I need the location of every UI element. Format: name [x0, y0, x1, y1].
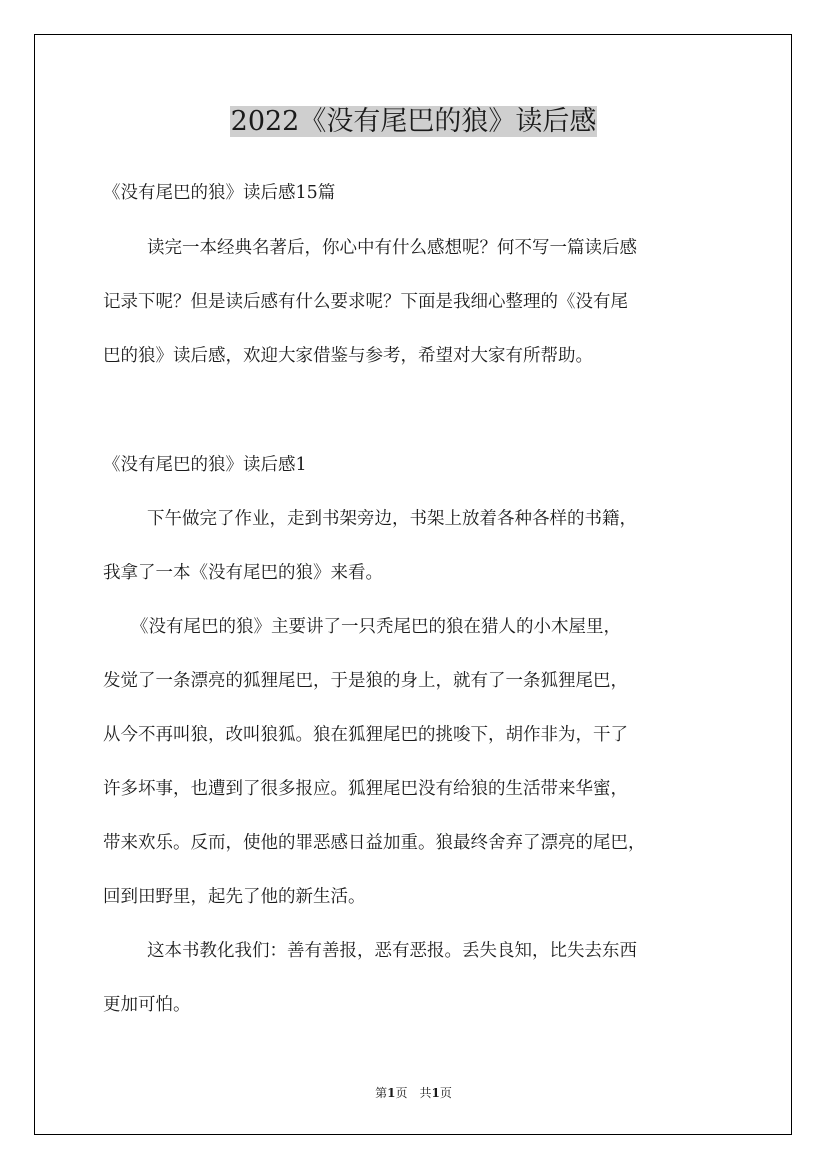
paragraph2-line-6: 回到田野里，起先了他的新生活。 — [103, 887, 366, 907]
total-suffix: 页 — [439, 1086, 452, 1100]
total-pages: 1 — [431, 1086, 440, 1100]
page-suffix: 页 — [395, 1086, 408, 1100]
page-number: 1 — [387, 1086, 396, 1100]
page-prefix: 第 — [375, 1086, 388, 1100]
intro-line-2: 记录下呢？但是读后感有什么要求呢？下面是我细心整理的《没有尾 — [103, 292, 628, 312]
intro-line-1: 读完一本经典名著后，你心中有什么感想呢？何不写一篇读后感 — [147, 238, 637, 258]
total-prefix: 共 — [419, 1086, 432, 1100]
paragraph1-line-2: 我拿了一本《没有尾巴的狼》来看。 — [103, 563, 383, 583]
paragraph2-line-5: 带来欢乐。反而，使他的罪恶感日益加重。狼最终舍弃了漂亮的尾巴， — [103, 833, 646, 853]
paragraph2-line-3: 从今不再叫狼，改叫狼狐。狼在狐狸尾巴的挑唆下，胡作非为，干了 — [103, 725, 628, 745]
intro-line-3: 巴的狼》读后感，欢迎大家借鉴与参考，希望对大家有所帮助。 — [103, 346, 593, 366]
paragraph3-line-2: 更加可怕。 — [103, 995, 191, 1015]
paragraph2-line-1: 《没有尾巴的狼》主要讲了一只秃尾巴的狼在猎人的小木屋里， — [131, 617, 621, 637]
page-footer — [0, 1085, 827, 1101]
paragraph2-line-2: 发觉了一条漂亮的狐狸尾巴，于是狼的身上，就有了一条狐狸尾巴， — [103, 671, 628, 691]
document-subtitle: 《没有尾巴的狼》读后感15篇 — [103, 183, 336, 203]
document-title — [0, 102, 827, 142]
paragraph1-line-1: 下午做完了作业，走到书架旁边，书架上放着各种各样的书籍， — [147, 509, 637, 529]
paragraph3-line-1: 这本书教化我们：善有善报，恶有恶报。丢失良知，比失去东西 — [147, 941, 637, 961]
document-title-text: 2022《没有尾巴的狼》读后感 — [230, 106, 597, 137]
paragraph2-line-4: 许多坏事，也遭到了很多报应。狐狸尾巴没有给狼的生活带来华蜜， — [103, 779, 628, 799]
section-heading: 《没有尾巴的狼》读后感1 — [103, 455, 307, 475]
